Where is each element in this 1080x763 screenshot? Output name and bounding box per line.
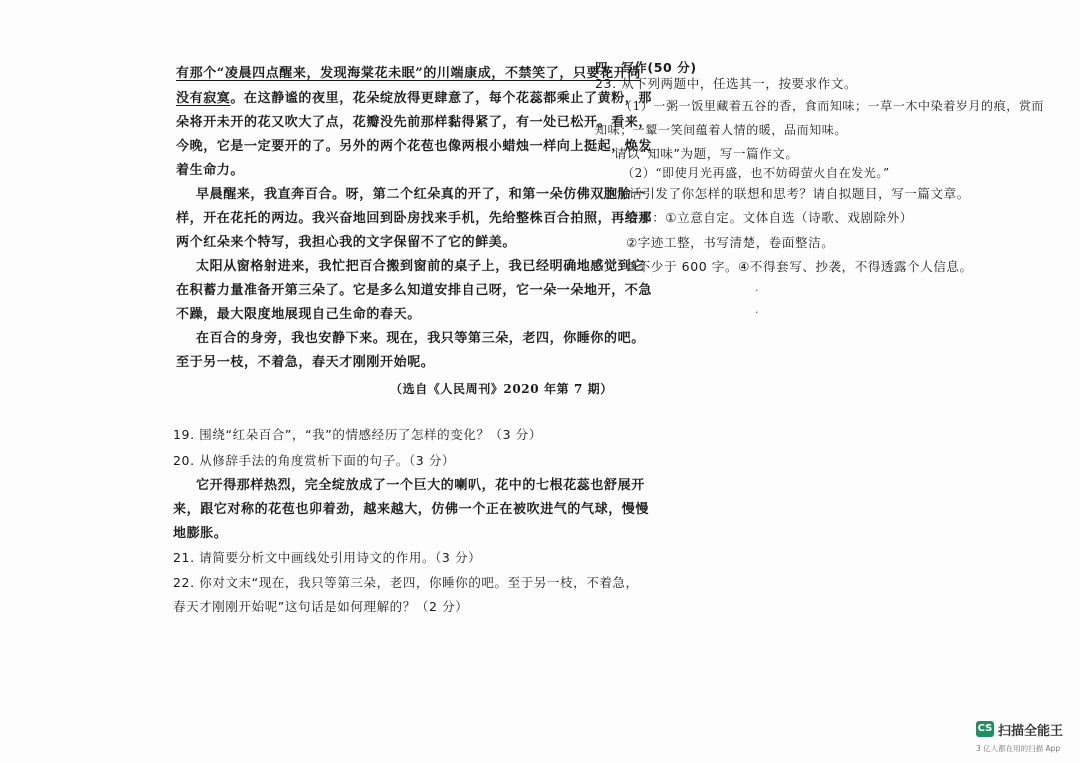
question-20: 20. 从修辞手法的角度赏析下面的句子。（3 分） [173,453,456,468]
option-1-line: （1）一粥一饭里藏着五谷的香，食而知味；一草一木中染着岁月的痕，赏而 [620,99,1045,113]
question-22-line: 22. 你对文末“现在，我只等第三朵，老四，你睡你的吧。至于另一枝，不着急， [173,575,639,590]
passage-line: 至于另一枝，不着急，春天才刚刚开始呢。 [176,355,435,370]
passage-line: 在百合的身旁，我也安静下来。现在，我只等第三朵，老四，你睡你的吧。 [196,331,645,346]
passage-line: 样，开在花托的两边。我兴奋地回到卧房找来手机，先给整株百合拍照，再给那 [176,211,653,226]
question-20-quote-line: 它开得那样热烈，完全绽放成了一个巨大的喇叭，花中的七根花蕊也舒展开 [196,478,645,493]
passage-line: 今晚，它是一定要开的了。另外的两个花苞也像两根小蜡烛一样向上挺起，焕发 [176,139,653,154]
passage-line: 着生命力。 [176,163,245,178]
watermark-tagline: 3 亿人都在用的扫描 App [976,744,1061,753]
requirement-1: 要求：①立意自定。文体自选（诗歌、戏剧除外） [626,210,913,225]
passage-line: 不躁，最大限度地展现自己生命的春天。 [176,307,421,322]
passage-line: 有那个“凌晨四点醒来，发现海棠花未眠”的川端康成，不禁笑了，只要花开尚 [176,66,641,81]
option-1-line: 知味；一颦一笑间蕴着人情的暖，品而知味。 [595,123,848,137]
scanner-watermark [976,720,1068,760]
option-2-quote: （2）“即使月光再盛，也不妨碍萤火自在发光。” [622,166,890,180]
passage-line: 朵将开未开的花又吹大了点，花瓣没先前那样黏得紧了，有一处已松开。看来， [176,115,653,130]
writing-section-title: 四、写作(50 分) [595,60,697,75]
requirement-2: ②字迹工整，书写清楚，卷面整洁。 [626,235,835,250]
passage-line-underlined: 没有寂寞 [176,91,231,106]
option-2-prompt: 这句话引发了你怎样的联想和思考？请自拟题目，写一篇文章。 [603,186,970,201]
question-20-quote-line: 来，跟它对称的花苞也卯着劲，越来越大，仿佛一个正在被吹进气的气球，慢慢 [173,502,650,517]
question-23: 23. 从下列两题中，任选其一，按要求作文。 [595,76,858,91]
option-1-prompt: 请以“知味”为题，写一篇作文。 [614,146,799,161]
passage-source: （选自《人民周刊》2020 年第 7 期） [390,382,613,396]
question-20-quote-line: 地膨胀。 [173,526,228,541]
question-19: 19. 围绕“红朵百合”，“我”的情感经历了怎样的变化？（3 分） [173,427,542,442]
question-22-line: 春天才刚刚开始呢”这句话是如何理解的？（2 分） [173,599,469,614]
passage-line: 太阳从窗格射进来，我忙把百合搬到窗前的桌子上，我已经明确地感觉到它 [196,259,645,274]
requirement-3: ③不少于 600 字。④不得套写、抄袭，不得透露个人信息。 [626,259,973,274]
passage-line: 在积蓄力量准备开第三朵了。它是多么知道安排自己呀，它一朵一朵地开，不急 [176,283,653,298]
question-21: 21. 请简要分析文中画线处引用诗文的作用。（3 分） [173,550,482,565]
passage-line-rest: 。在这静谧的夜里，花朵绽放得更肆意了，每个花蕊都乘止了黄粉，那 [230,91,653,106]
passage-line: 两个红朵来个特写，我担心我的文字保留不了它的鲜美。 [176,235,517,250]
watermark-name: 扫描全能王 [998,724,1064,739]
passage-line: 早晨醒来，我直奔百合。呀，第二个红朵真的开了，和第一朵仿佛双胞胎一 [196,187,645,202]
scan-mark: · [755,306,759,319]
cs-logo-icon: CS [976,721,994,737]
passage-line [176,91,652,107]
scan-mark: · [755,284,759,297]
